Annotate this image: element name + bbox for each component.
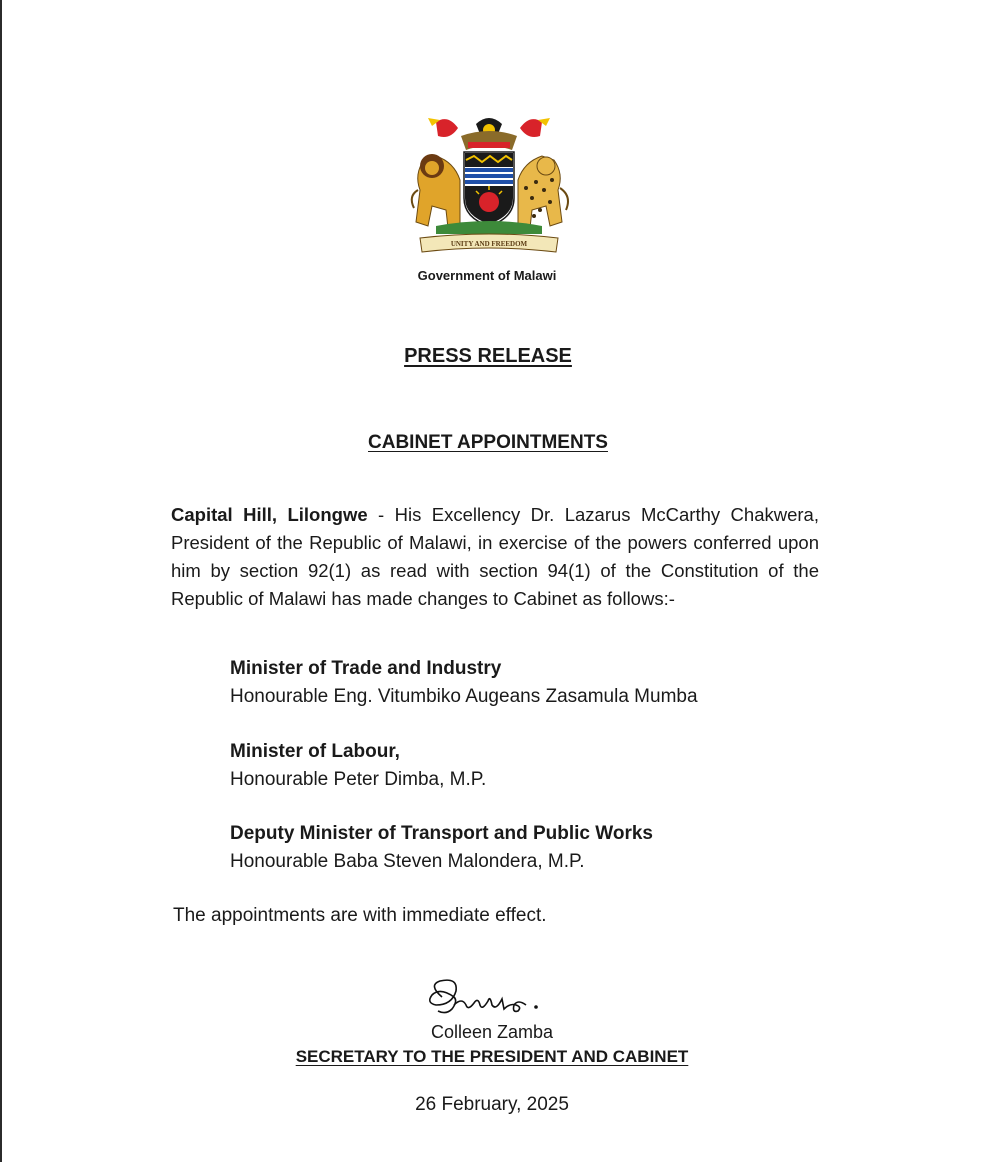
malawi-coat-of-arms-icon — [406, 110, 572, 260]
intro-location: Capital Hill, Lilongwe — [171, 504, 368, 525]
appointment-person: Honourable Baba Steven Malondera, M.P. — [230, 851, 585, 872]
document-title: CABINET APPOINTMENTS — [368, 432, 608, 453]
appointment-role: Minister of Trade and Industry — [230, 658, 502, 679]
appointment-item — [230, 820, 870, 876]
appointment-item — [230, 655, 870, 711]
intro-paragraph — [171, 501, 819, 613]
appointment-role: Deputy Minister of Transport and Public Works — [230, 823, 653, 844]
appointment-item — [230, 738, 870, 794]
appointment-role: Minister of Labour, — [230, 741, 400, 762]
signer-name: Colleen Zamba — [430, 1022, 554, 1042]
effect-statement: The appointments are with immediate effect. — [173, 905, 547, 926]
seal-motto: UNITY AND FREEDOM — [450, 240, 528, 248]
appointment-person: Honourable Eng. Vitumbiko Augeans Zasamula Mumba — [230, 686, 698, 707]
release-date: 26 February, 2025 — [415, 1094, 569, 1115]
signature — [418, 975, 558, 1025]
appointment-person: Honourable Peter Dimba, M.P. — [230, 769, 487, 790]
government-name: Government of Malawi — [417, 268, 557, 283]
intro-body: - His Excellency Dr. Lazarus McCarthy Chakwera, President of the Republic of Malawi, in exercise of the powers conferred upon him by section 92(1) as read with section 94(1) of the Constitution of the Republic of Malawi has made changes to Cabinet as follows:- — [171, 504, 819, 609]
signer-title: SECRETARY TO THE PRESIDENT AND CABINET — [295, 1047, 689, 1066]
page-edge — [0, 0, 2, 1162]
press-release-heading: PRESS RELEASE — [404, 345, 572, 367]
